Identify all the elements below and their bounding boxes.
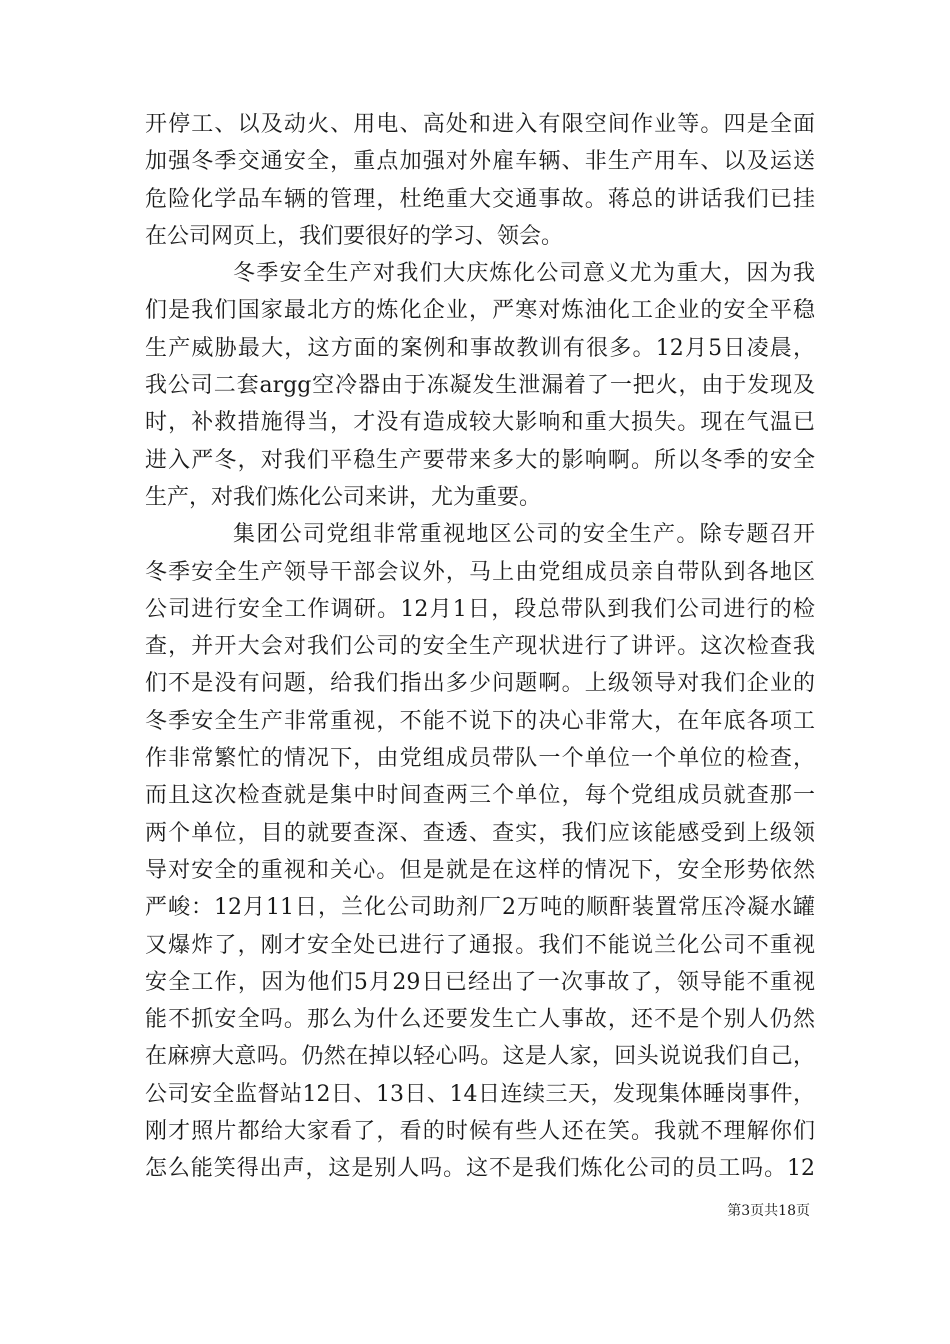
text-line: 而且这次检查就是集中时间查两三个单位，每个党组成员就查那一 xyxy=(145,783,815,809)
text-line: 在麻痹大意吗。仍然在掉以轻心吗。这是人家，回头说说我们自己， xyxy=(145,1044,815,1070)
text-line: 查，并开大会对我们公司的安全生产现状进行了讲评。这次检查我 xyxy=(145,634,815,660)
text-line: 们不是没有问题，给我们指出多少问题啊。上级领导对我们企业的 xyxy=(145,671,815,697)
text-line: 生产威胁最大，这方面的案例和事故教训有很多。12月5日凌晨， xyxy=(145,335,815,361)
text-line: 时，补救措施得当，才没有造成较大影响和重大损失。现在气温已 xyxy=(145,410,815,436)
text-line: 严峻：12月11日，兰化公司助剂厂2万吨的顺酐装置常压冷凝水罐 xyxy=(145,895,815,921)
text-line: 们是我们国家最北方的炼化企业，严寒对炼油化工企业的安全平稳 xyxy=(145,298,815,324)
text-line: 在公司网页上，我们要很好的学习、领会。 xyxy=(145,223,564,249)
text-line: 公司安全监督站12日、13日、14日连续三天，发现集体睡岗事件， xyxy=(145,1081,815,1107)
page-number-footer: 第3页共18页 xyxy=(727,1203,810,1219)
text-line: 集团公司党组非常重视地区公司的安全生产。除专题召开 xyxy=(233,522,815,548)
text-line: 冬季安全生产领导干部会议外，马上由党组成员亲自带队到各地区 xyxy=(145,559,815,585)
text-line: 冬季安全生产对我们大庆炼化公司意义尤为重大，因为我 xyxy=(233,261,815,287)
text-line: 作非常繁忙的情况下，由党组成员带队一个单位一个单位的检查， xyxy=(145,746,815,772)
text-line: 加强冬季交通安全，重点加强对外雇车辆、非生产用车、以及运送 xyxy=(145,149,815,175)
text-line: 导对安全的重视和关心。但是就是在这样的情况下，安全形势依然 xyxy=(145,857,815,883)
text-line: 怎么能笑得出声，这是别人吗。这不是我们炼化公司的员工吗。12 xyxy=(145,1156,815,1182)
text-line: 安全工作，因为他们5月29日已经出了一次事故了，领导能不重视 xyxy=(145,969,815,995)
text-line: 两个单位，目的就要查深、查透、查实，我们应该能感受到上级领 xyxy=(145,820,815,846)
text-line: 开停工、以及动火、用电、高处和进入有限空间作业等。四是全面 xyxy=(145,112,815,137)
text-line: 刚才照片都给大家看了，看的时候有些人还在笑。我就不理解你们 xyxy=(145,1119,815,1145)
text-line: 冬季安全生产非常重视，不能不说下的决心非常大，在年底各项工 xyxy=(145,708,815,734)
text-line: 我公司二套argg空冷器由于冻凝发生泄漏着了一把火，由于发现及 xyxy=(145,373,815,399)
text-line: 进入严冬，对我们平稳生产要带来多大的影响啊。所以冬季的安全 xyxy=(145,447,815,473)
text-line: 能不抓安全吗。那么为什么还要发生亡人事故，还不是个别人仍然 xyxy=(145,1007,815,1033)
text-line: 生产，对我们炼化公司来讲，尤为重要。 xyxy=(145,484,542,510)
text-line: 又爆炸了，刚才安全处已进行了通报。我们不能说兰化公司不重视 xyxy=(145,932,815,958)
text-line: 危险化学品车辆的管理，杜绝重大交通事故。蒋总的讲话我们已挂 xyxy=(145,186,815,212)
document-body xyxy=(145,106,815,1188)
text-line: 公司进行安全工作调研。12月1日，段总带队到我们公司进行的检 xyxy=(145,596,815,622)
